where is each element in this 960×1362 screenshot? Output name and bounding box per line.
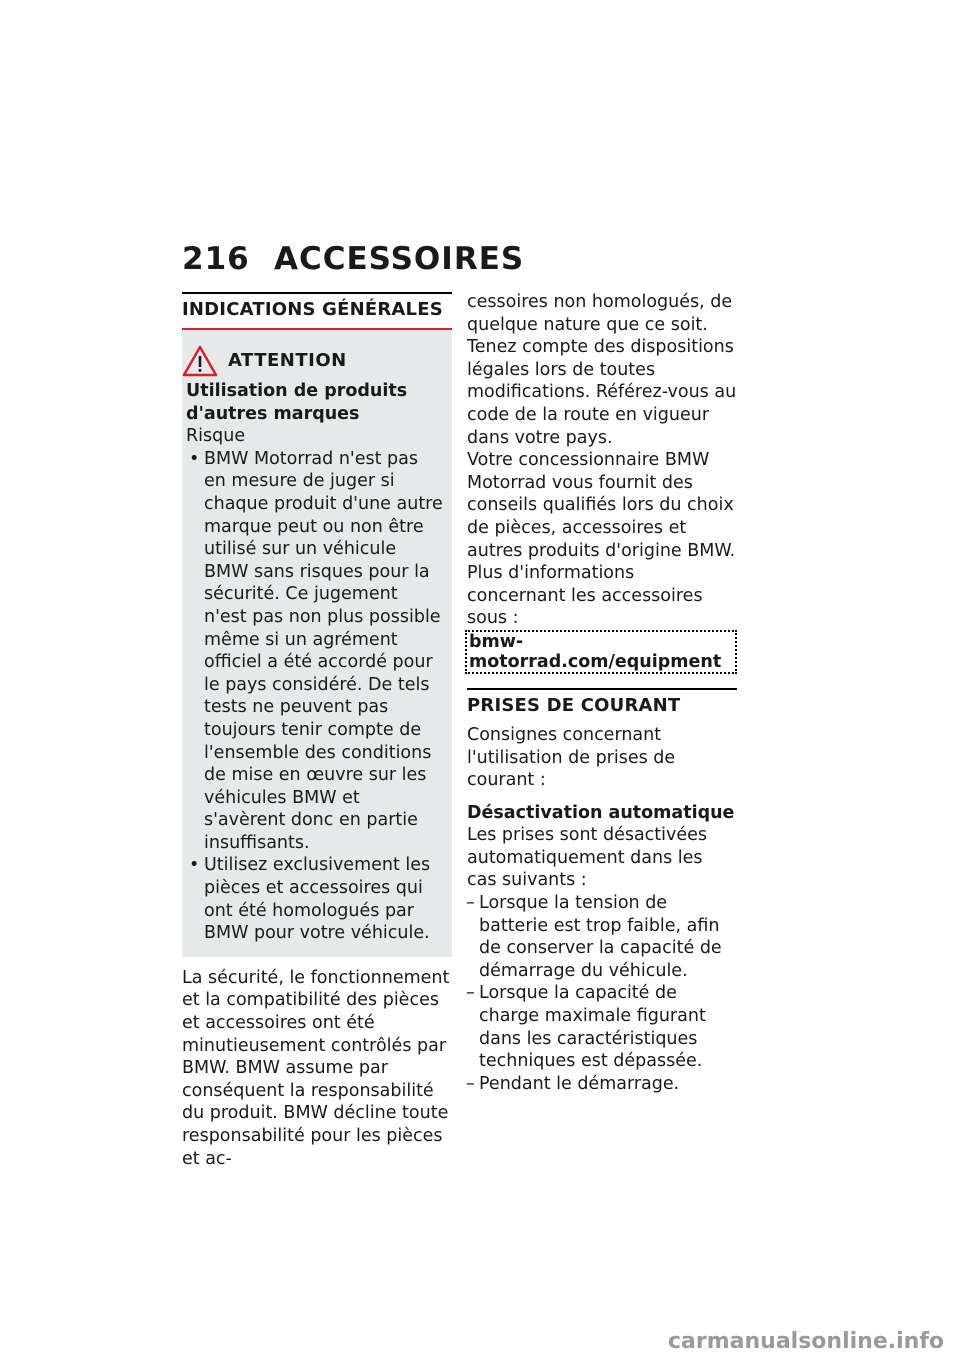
page-number: 216 bbox=[182, 241, 250, 277]
continued-paragraph: cessoires non homologués, de quelque nature que ce soit. Tenez compte des dispositions légales lors de toutes modifications. Référez-vous au code de la route en vigueur dans votre pays. bbox=[467, 292, 737, 448]
dealer-paragraph: Votre concessionnaire BMW Motorrad vous fournit des conseils qualifiés lors du choix de pièces, accessoires et autres produits d'origine BMW. bbox=[467, 450, 736, 561]
warning-triangle-icon bbox=[182, 345, 218, 377]
warning-risk-label: Risque bbox=[186, 426, 246, 447]
intro-paragraph: Consignes concernant l'utilisation de prises de courant : bbox=[467, 724, 676, 791]
warning-bullet-list bbox=[186, 448, 444, 945]
sub-body: Les prises sont désactivées automatiquement dans les cas suivants : bbox=[467, 825, 708, 891]
list-item: • Utilisez exclusivement les pièces et accessoires qui ont été homologués par BMW pour votre véhicule. bbox=[186, 854, 444, 944]
warning-heading: Utilisation de produits d'autres marques bbox=[186, 381, 408, 424]
section-rule bbox=[467, 688, 737, 690]
warning-box bbox=[182, 330, 452, 957]
page-header bbox=[182, 241, 524, 277]
equipment-link[interactable]: bmw-motorrad.com/equipment bbox=[465, 630, 737, 674]
right-column bbox=[467, 291, 737, 1095]
warning-header bbox=[182, 342, 444, 380]
sub-heading: Désactivation automatique bbox=[467, 802, 735, 823]
section-title-power-sockets: PRISES DE COURANT bbox=[467, 694, 681, 716]
section-title-general: INDICATIONS GÉNÉRALES bbox=[182, 299, 443, 320]
list-item: • BMW Motorrad n'est pas en mesure de juger si chaque produit d'une autre marque peut ou non être utilisé sur un véhicule BMW sans risques pour la sécurité. Ce jugement n'est pas non plus possible même si un agrément officiel a été accordé pour le pays considéré. De tels tests ne peuvent pas toujours tenir compte de l'ensemble des conditions de mise en œuvre sur les véhicules BMW et s'avèrent donc en partie insuffisants. bbox=[186, 448, 444, 855]
left-column bbox=[182, 292, 452, 1170]
body-paragraph: La sécurité, le fonctionnement et la compatibilité des pièces et accessoires ont été minutieusement contrôlés par BMW. BMW assume par conséquent la responsabilité du produit. BMW décline toute responsabilité pour les pièces et ac- bbox=[182, 967, 450, 1169]
watermark-logo[interactable]: carmanualsonline.info bbox=[668, 1329, 944, 1354]
section-rule bbox=[182, 292, 452, 294]
dash-list bbox=[467, 892, 737, 1095]
page-title: ACCESSOIRES bbox=[274, 241, 525, 277]
list-item: – Pendant le démarrage. bbox=[467, 1073, 737, 1096]
list-item: – Lorsque la capacité de charge maximale figurant dans les caractéristiques techniques est dépassée. bbox=[467, 982, 737, 1072]
info-paragraph: Plus d'informations concernant les accessoires sous : bbox=[467, 563, 703, 629]
list-item: – Lorsque la tension de batterie est trop faible, afin de conserver la capacité de démarrage du véhicule. bbox=[467, 892, 737, 982]
warning-label: ATTENTION bbox=[228, 349, 347, 371]
